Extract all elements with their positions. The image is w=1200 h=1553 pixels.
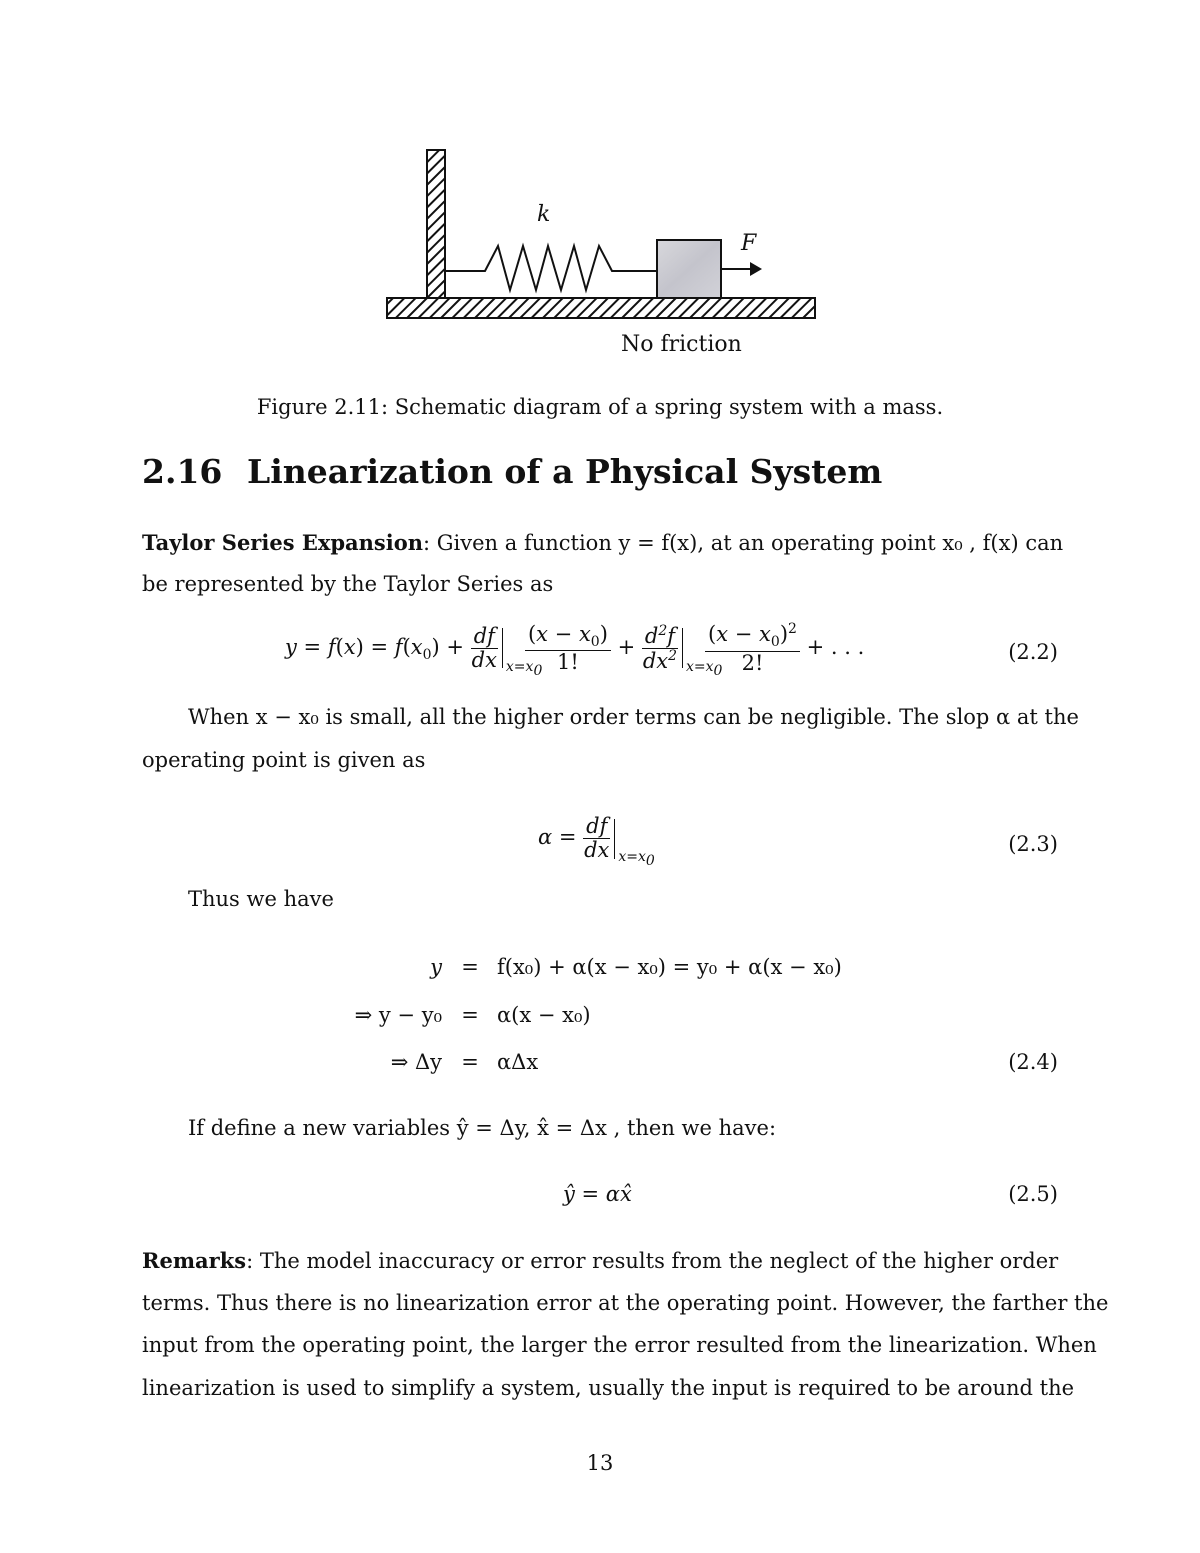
equation-2-5-number: (2.5) — [1008, 1182, 1058, 1206]
taylor-paragraph-line1 — [142, 530, 1063, 555]
equation-2-3-number: (2.3) — [1008, 832, 1058, 856]
mass-block — [657, 240, 721, 298]
remarks-line2: terms. Thus there is no linearization error at the operating point. However, the farther the — [142, 1291, 1109, 1315]
small-paragraph-line2: operating point is given as — [142, 748, 426, 772]
equation-2-4-number: (2.4) — [1008, 1050, 1058, 1074]
eq24-left-3: ⇒ Δy — [390, 1050, 442, 1074]
small-paragraph-line1: When x − x₀ is small, all the higher order terms can be negligible. The slop α at the — [188, 705, 1079, 729]
eq24-equals-1: = — [461, 955, 479, 979]
label-k: k — [537, 202, 551, 227]
equation-2-2: $y = f(x) = f(x_0)$ + $\frac{df}{dx}$ $x=x_0$ $\frac{(x - x_0)}{1!}$ + $\frac{d^2f}{dx^2}$ $x=x_0$ $\frac{(x - x_0)^2}{2!}$ + . . . — [285, 621, 865, 679]
remarks-line3: input from the operating point, the larger the error resulted from the linearization. When — [142, 1333, 1097, 1357]
section-heading — [142, 452, 882, 491]
thus-text: Thus we have — [188, 887, 334, 911]
eq24-right-1: f(x₀) + α(x − x₀) = y₀ + α(x − x₀) — [497, 955, 842, 979]
remarks-lead: Remarks — [142, 1248, 247, 1273]
remarks-line1 — [142, 1248, 1058, 1273]
equation-2-3: α = $\frac{df}{dx}$ $x=x_0$ — [538, 814, 655, 869]
section-number: 2.16 — [142, 452, 223, 491]
eq24-right-2: α(x − x₀) — [497, 1003, 591, 1027]
eq24-right-3: αΔx — [497, 1050, 539, 1074]
label-no-friction: No friction — [621, 332, 742, 357]
define-text: If define a new variables ŷ = Δy, x̂ = Δx , then we have: — [188, 1116, 777, 1140]
equation-2-5: ŷ = αx̂ — [563, 1182, 632, 1206]
eq24-equals-2: = — [461, 1003, 479, 1027]
spring — [445, 246, 657, 290]
spring-mass-diagram — [380, 140, 830, 370]
figure-caption: Figure 2.11: Schematic diagram of a spring system with a mass. — [256, 395, 944, 419]
eq24-equals-3: = — [461, 1050, 479, 1074]
eq24-left-1: y — [430, 955, 442, 979]
eq24-left-2: ⇒ y − y₀ — [354, 1003, 442, 1027]
taylor-paragraph-line2: be represented by the Taylor Series as — [142, 572, 554, 596]
equation-2-2-number: (2.2) — [1008, 640, 1058, 664]
taylor-lead: Taylor Series Expansion — [142, 530, 424, 555]
wall — [427, 150, 445, 298]
remarks-line4: linearization is used to simplify a system, usually the input is required to be around the — [142, 1376, 1075, 1400]
page-number: 13 — [586, 1451, 614, 1475]
section-title: Linearization of a Physical System — [247, 452, 883, 491]
force-arrowhead — [750, 262, 762, 276]
label-F: F — [741, 231, 757, 256]
taylor-text1: : Given a function y = f(x), at an operating point x₀ , f(x) can — [423, 531, 1064, 555]
remarks-text1: : The model inaccuracy or error results from the neglect of the higher order — [246, 1249, 1059, 1273]
floor — [387, 298, 815, 318]
